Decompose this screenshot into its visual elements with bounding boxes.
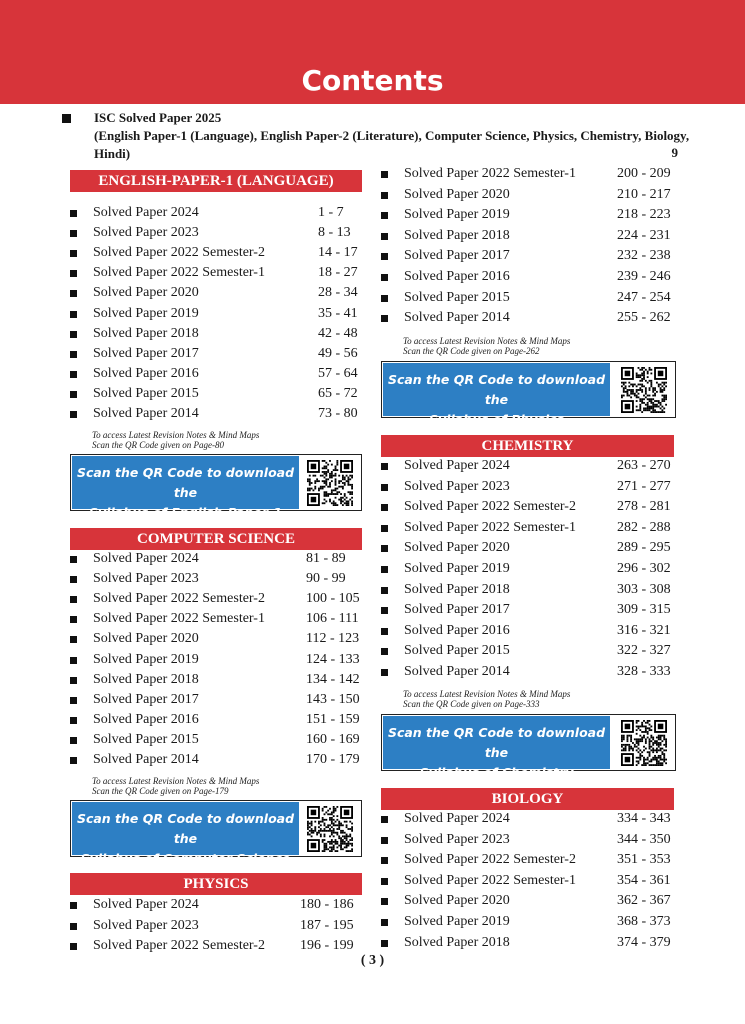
bullet-square <box>381 669 388 676</box>
toc-entry[interactable] <box>381 538 676 558</box>
bullet-square <box>70 576 77 583</box>
toc-entry-pages: 180 - 186 <box>300 897 354 912</box>
bullet-square <box>381 315 388 322</box>
qr-code-icon[interactable] <box>307 806 353 852</box>
toc-entry-label: Solved Paper 2022 Semester-2 <box>93 938 265 953</box>
toc-entry[interactable] <box>381 246 676 266</box>
physics-note-2: Scan the QR Code given on Page-262 <box>403 346 540 356</box>
toc-entry[interactable] <box>70 324 362 344</box>
bullet-square <box>70 737 77 744</box>
toc-entry-label: Solved Paper 2022 Semester-1 <box>404 166 576 181</box>
page-number: ( 3 ) <box>360 953 385 968</box>
bullet-square <box>70 250 77 257</box>
toc-entry-pages: 90 - 99 <box>306 571 346 587</box>
toc-entry-pages: 282 - 288 <box>617 519 671 535</box>
toc-entry-pages: 196 - 199 <box>300 938 354 953</box>
computer-note-2: Scan the QR Code given on Page-179 <box>92 786 229 796</box>
toc-entry-pages: 224 - 231 <box>617 227 671 243</box>
toc-entry-label: Solved Paper 2018 <box>93 325 199 341</box>
english-qr-text <box>72 456 299 520</box>
bullet-square <box>70 596 77 603</box>
toc-entry[interactable] <box>381 288 676 308</box>
computer-qr-line-2: Syllabus of Computer Science <box>80 851 291 866</box>
toc-entry-label: Solved Paper 2017 <box>93 691 199 707</box>
toc-entry-pages: 210 - 217 <box>617 186 671 202</box>
toc-entry[interactable] <box>70 549 362 569</box>
toc-entry-label: Solved Paper 2023 <box>93 571 199 587</box>
toc-entry-label: Solved Paper 2023 <box>404 831 510 847</box>
bullet-square <box>381 898 388 905</box>
bullet-square <box>381 816 388 823</box>
toc-entry-label: Solved Paper 2022 Semester-2 <box>93 591 265 607</box>
toc-entry-pages: 100 - 105 <box>306 591 360 607</box>
bullet-square <box>70 556 77 563</box>
toc-entry[interactable] <box>381 830 676 850</box>
section-header-physics: PHYSICS <box>70 873 362 895</box>
bullet-square <box>70 902 77 909</box>
toc-entry[interactable] <box>381 871 676 891</box>
chemistry-qr-line-2: Syllabus of Chemistry <box>419 765 574 780</box>
toc-entry-label: Solved Paper 2020 <box>404 540 510 556</box>
bullet-square <box>70 270 77 277</box>
toc-entry[interactable] <box>70 569 362 589</box>
toc-entry-label: Solved Paper 2017 <box>404 602 510 618</box>
toc-entry-pages: 14 - 17 <box>318 245 358 261</box>
bullet-square <box>70 636 77 643</box>
bullet-square <box>381 212 388 219</box>
toc-entry-label: Solved Paper 2016 <box>93 711 199 727</box>
bullet-square <box>381 878 388 885</box>
bullet-square <box>381 504 388 511</box>
english-note-2: Scan the QR Code given on Page-80 <box>92 440 224 450</box>
toc-entry-pages: 112 - 123 <box>306 631 360 647</box>
chemistry-note-2: Scan the QR Code given on Page-333 <box>403 699 540 709</box>
toc-entry-pages: 334 - 343 <box>617 811 671 826</box>
toc-entry[interactable] <box>381 164 676 184</box>
toc-entry-label: Solved Paper 2015 <box>93 385 199 401</box>
toc-entry[interactable] <box>381 621 676 641</box>
physics-qr-line-1: Scan the QR Code to download the <box>387 372 606 407</box>
toc-entry-pages: 255 - 262 <box>617 310 671 326</box>
bullet-square <box>70 411 77 418</box>
toc-entry-pages: 368 - 373 <box>617 914 671 929</box>
toc-entry-label: Solved Paper 2014 <box>93 752 199 767</box>
intro-line-1: ISC Solved Paper 2025 <box>94 110 222 125</box>
computer-qr-line-1: Scan the QR Code to download the <box>76 811 295 846</box>
qr-code-icon[interactable] <box>307 460 353 506</box>
bullet-square <box>70 757 77 764</box>
toc-entry[interactable] <box>70 916 362 936</box>
toc-entry-label: Solved Paper 2023 <box>404 478 510 494</box>
toc-entry[interactable] <box>70 730 362 750</box>
toc-entry-label: Solved Paper 2016 <box>93 365 199 381</box>
toc-entry[interactable] <box>381 518 676 538</box>
toc-entry-pages: 35 - 41 <box>318 305 358 321</box>
toc-entry-pages: 73 - 80 <box>318 406 358 421</box>
toc-entry-pages: 49 - 56 <box>318 345 358 361</box>
toc-entry-label: Solved Paper 2020 <box>404 893 510 909</box>
toc-entry-pages: 170 - 179 <box>306 752 360 767</box>
toc-entry-label: Solved Paper 2019 <box>93 305 199 321</box>
toc-entry-pages: 271 - 277 <box>617 478 671 494</box>
toc-entry[interactable] <box>381 850 676 870</box>
english-qr-line-1: Scan the QR Code to download the <box>76 465 295 500</box>
toc-entry[interactable] <box>70 895 362 915</box>
toc-entry-pages: 303 - 308 <box>617 581 671 597</box>
toc-entry-label: Solved Paper 2018 <box>404 227 510 243</box>
toc-entry[interactable] <box>381 641 676 661</box>
toc-entry-pages: 143 - 150 <box>306 691 360 707</box>
toc-entry-label: Solved Paper 2017 <box>404 248 510 264</box>
toc-entry-pages: 218 - 223 <box>617 207 671 223</box>
bullet-square <box>70 290 77 297</box>
toc-entry-pages: 81 - 89 <box>306 551 346 566</box>
bullet-square <box>381 857 388 864</box>
toc-entry[interactable] <box>381 456 676 476</box>
bullet-square <box>70 391 77 398</box>
toc-entry-label: Solved Paper 2018 <box>404 581 510 597</box>
bullet-square <box>70 371 77 378</box>
toc-entry-pages: 296 - 302 <box>617 561 671 576</box>
toc-entry[interactable] <box>70 650 362 670</box>
bullet-square <box>381 463 388 470</box>
toc-entry-pages: 362 - 367 <box>617 893 671 909</box>
intro-line-3: Hindi) <box>94 146 131 161</box>
bullet-square <box>381 587 388 594</box>
toc-entry-label: Solved Paper 2019 <box>404 561 510 576</box>
toc-entry[interactable] <box>70 750 362 770</box>
page-title: Contents <box>301 64 444 97</box>
toc-entry-label: Solved Paper 2014 <box>404 664 510 679</box>
bullet-square <box>70 311 77 318</box>
bullet-square <box>70 697 77 704</box>
section-header-computer-science: COMPUTER SCIENCE <box>70 528 362 550</box>
toc-entry-pages: 309 - 315 <box>617 602 671 618</box>
toc-entry-pages: 344 - 350 <box>617 831 671 847</box>
toc-entry-pages: 239 - 246 <box>617 269 671 284</box>
bullet-square <box>70 351 77 358</box>
chemistry-qr-line-1: Scan the QR Code to download the <box>387 725 606 760</box>
toc-entry-label: Solved Paper 2022 Semester-1 <box>93 611 265 627</box>
english-qr-banner[interactable] <box>70 454 362 520</box>
toc-entry[interactable] <box>70 404 362 424</box>
bullet-square <box>70 717 77 724</box>
bullet-square <box>381 253 388 260</box>
toc-entry-pages: 57 - 64 <box>318 365 358 381</box>
toc-entry-pages: 187 - 195 <box>300 917 354 933</box>
toc-entry-pages: 232 - 238 <box>617 248 671 264</box>
bullet-square <box>381 484 388 491</box>
toc-entry-label: Solved Paper 2020 <box>93 631 199 647</box>
bullet-square <box>381 628 388 635</box>
bullet-square <box>381 940 388 947</box>
toc-entry-pages: 374 - 379 <box>617 934 671 950</box>
toc-entry-label: Solved Paper 2016 <box>404 269 510 284</box>
bullet-square <box>70 331 77 338</box>
toc-entry-label: Solved Paper 2024 <box>93 551 199 566</box>
bullet-square <box>381 919 388 926</box>
bullet-square <box>70 210 77 217</box>
toc-entry[interactable] <box>70 344 362 364</box>
toc-entry-label: Solved Paper 2014 <box>93 406 199 421</box>
bullet-square <box>70 923 77 930</box>
toc-entry-pages: 28 - 34 <box>318 285 358 301</box>
toc-entry[interactable] <box>70 243 362 263</box>
toc-entry[interactable] <box>381 809 676 829</box>
toc-entry-label: Solved Paper 2022 Semester-1 <box>404 872 576 888</box>
toc-entry-label: Solved Paper 2022 Semester-1 <box>93 265 265 281</box>
toc-entry-label: Solved Paper 2020 <box>93 285 199 301</box>
toc-entry[interactable] <box>70 283 362 303</box>
computer-qr-text <box>72 802 299 866</box>
toc-entry-label: Solved Paper 2024 <box>404 811 510 826</box>
left-column <box>70 0 362 1024</box>
bullet-square <box>70 943 77 950</box>
toc-entry-label: Solved Paper 2018 <box>404 934 510 950</box>
chemistry-qr-text <box>383 716 610 780</box>
bullet-square <box>70 616 77 623</box>
toc-entry-pages: 65 - 72 <box>318 385 358 401</box>
physics-qr-text <box>383 363 610 427</box>
qr-code-icon[interactable] <box>621 367 667 413</box>
toc-entry-label: Solved Paper 2023 <box>93 225 199 241</box>
toc-entry[interactable] <box>381 662 676 682</box>
english-qr-line-2: Syllabus of English-Paper-1 <box>89 505 282 520</box>
toc-entry-pages: 316 - 321 <box>617 622 671 638</box>
chemistry-note-1: To access Latest Revision Notes & Mind Maps <box>403 689 571 699</box>
physics-qr-banner[interactable] <box>381 361 676 427</box>
chemistry-qr-banner[interactable] <box>381 714 676 780</box>
toc-entry-label: Solved Paper 2024 <box>404 458 510 473</box>
toc-entry[interactable] <box>70 629 362 649</box>
toc-entry-label: Solved Paper 2015 <box>404 289 510 305</box>
toc-entry[interactable] <box>70 384 362 404</box>
toc-entry-label: Solved Paper 2019 <box>93 651 199 667</box>
toc-entry[interactable] <box>70 589 362 609</box>
bullet-square <box>70 657 77 664</box>
bullet-square <box>381 607 388 614</box>
toc-entry[interactable] <box>70 670 362 690</box>
toc-entry-pages: 354 - 361 <box>617 872 671 888</box>
toc-entry-pages: 160 - 169 <box>306 731 360 747</box>
toc-entry-label: Solved Paper 2022 Semester-2 <box>404 852 576 868</box>
bullet-square <box>381 295 388 302</box>
toc-entry[interactable] <box>381 933 676 953</box>
section-header-chemistry: CHEMISTRY <box>381 435 674 457</box>
toc-entry-pages: 278 - 281 <box>617 499 671 515</box>
physics-qr-line-2: Syllabus of Physics <box>429 412 564 427</box>
toc-entry-label: Solved Paper 2019 <box>404 207 510 223</box>
toc-entry-label: Solved Paper 2023 <box>93 917 199 933</box>
bullet-square <box>381 274 388 281</box>
toc-entry-label: Solved Paper 2019 <box>404 914 510 929</box>
toc-entry[interactable] <box>70 364 362 384</box>
toc-entry-label: Solved Paper 2022 Semester-1 <box>404 519 576 535</box>
toc-entry[interactable] <box>381 559 676 579</box>
toc-entry-pages: 134 - 142 <box>306 671 360 687</box>
toc-entry[interactable] <box>381 497 676 517</box>
toc-entry[interactable] <box>70 263 362 283</box>
toc-entry[interactable] <box>70 203 362 223</box>
toc-entry-label: Solved Paper 2018 <box>93 671 199 687</box>
toc-entry-pages: 124 - 133 <box>306 651 360 667</box>
section-header-biology: BIOLOGY <box>381 788 674 810</box>
toc-entry[interactable] <box>70 710 362 730</box>
toc-entry-label: Solved Paper 2015 <box>404 643 510 659</box>
toc-entry-pages: 151 - 159 <box>306 711 360 727</box>
computer-qr-banner[interactable] <box>70 800 362 866</box>
toc-entry-pages: 289 - 295 <box>617 540 671 556</box>
right-column <box>381 0 676 1024</box>
toc-entry-pages: 200 - 209 <box>617 166 671 181</box>
toc-entry[interactable] <box>381 267 676 287</box>
bullet-square <box>381 545 388 552</box>
toc-entry-pages: 322 - 327 <box>617 643 671 659</box>
toc-entry[interactable] <box>70 223 362 243</box>
toc-entry[interactable] <box>381 205 676 225</box>
bullet-square <box>381 192 388 199</box>
toc-entry[interactable] <box>381 580 676 600</box>
toc-entry-pages: 247 - 254 <box>617 289 671 305</box>
bullet-square <box>381 566 388 573</box>
bullet-square <box>381 648 388 655</box>
toc-entry-pages: 351 - 353 <box>617 852 671 868</box>
toc-entry-label: Solved Paper 2024 <box>93 205 199 220</box>
toc-entry[interactable] <box>381 891 676 911</box>
intro-line-2: (English Paper-1 (Language), English Paper-2 (Literature), Computer Science, Physics, Chemistry, Biology, <box>94 128 690 143</box>
bullet-square <box>381 171 388 178</box>
toc-entry-label: Solved Paper 2024 <box>93 897 199 912</box>
bullet-square <box>381 837 388 844</box>
toc-entry-label: Solved Paper 2022 Semester-2 <box>404 499 576 515</box>
toc-entry[interactable] <box>381 308 676 328</box>
toc-entry[interactable] <box>381 600 676 620</box>
english-note-1: To access Latest Revision Notes & Mind Maps <box>92 430 260 440</box>
bullet-square <box>381 233 388 240</box>
toc-entry[interactable] <box>70 304 362 324</box>
toc-entry[interactable] <box>381 912 676 932</box>
toc-entry-label: Solved Paper 2017 <box>93 345 199 361</box>
toc-entry-pages: 42 - 48 <box>318 325 358 341</box>
toc-entry-pages: 18 - 27 <box>318 265 358 281</box>
toc-entry[interactable] <box>70 690 362 710</box>
qr-code-icon[interactable] <box>621 720 667 766</box>
toc-entry-pages: 1 - 7 <box>318 205 344 220</box>
toc-entry-pages: 8 - 13 <box>318 225 351 241</box>
toc-entry-pages: 263 - 270 <box>617 458 671 473</box>
section-header-english: ENGLISH-PAPER-1 (LANGUAGE) <box>70 170 362 192</box>
toc-entry-label: Solved Paper 2020 <box>404 186 510 202</box>
toc-entry-label: Solved Paper 2015 <box>93 731 199 747</box>
toc-entry[interactable] <box>381 477 676 497</box>
toc-entry-label: Solved Paper 2014 <box>404 310 510 326</box>
toc-entry-label: Solved Paper 2022 Semester-2 <box>93 245 265 261</box>
toc-entry[interactable] <box>381 185 676 205</box>
physics-note-1: To access Latest Revision Notes & Mind Maps <box>403 336 571 346</box>
bullet-square <box>70 230 77 237</box>
bullet-square <box>70 677 77 684</box>
bullet-square <box>381 525 388 532</box>
toc-entry[interactable] <box>381 226 676 246</box>
toc-entry-pages: 328 - 333 <box>617 664 671 679</box>
toc-entry-pages: 106 - 111 <box>306 611 359 627</box>
toc-entry-label: Solved Paper 2016 <box>404 622 510 638</box>
intro-page-number: 9 <box>671 145 678 160</box>
toc-entry[interactable] <box>70 609 362 629</box>
computer-note-1: To access Latest Revision Notes & Mind Maps <box>92 776 260 786</box>
